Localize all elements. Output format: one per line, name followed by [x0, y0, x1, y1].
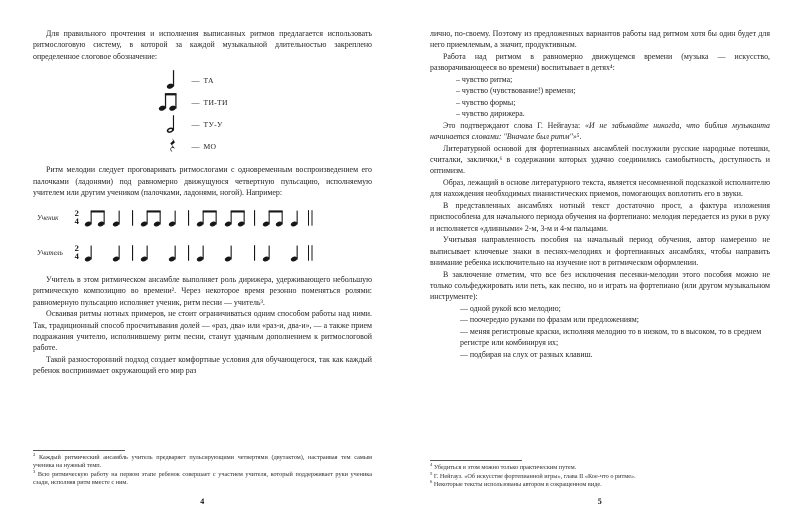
- staff-notes-student: [82, 205, 372, 231]
- time-signature-denominator: 4: [74, 215, 79, 226]
- footnote: [430, 481, 770, 490]
- legend-dash: —: [191, 119, 200, 129]
- footnote: [33, 451, 372, 471]
- rhythm-staff-student: [37, 205, 372, 231]
- quote-suffix: ⁵.: [576, 132, 582, 142]
- paragraph: Ритм мелодии следует проговаривать ритмослогами с одновременным воспроизведением его палочками (ладонями) под равномерно движущуюся четвертную пульсацию, исполняемую учителем или другим учеником (палочками, ладонями, ногой). Например:: [33, 165, 372, 198]
- footnote-text: Г. Нейгауз. «Об искусстве фортепианной игры», глава II «Кое-что о ритме».: [433, 472, 636, 480]
- footnote-marker: 5: [430, 470, 433, 476]
- rhythm-staff-teacher: [37, 240, 372, 266]
- list-item: — одной рукой всю мелодию;: [460, 303, 561, 313]
- footnote-text: Убедиться в этом можно только практическим путем.: [433, 464, 577, 472]
- paragraph: Для правильного прочтения и исполнения выписанных ритмов предлагается использовать ритмослоговую систему, в которой за каждой музыкальной длительностью закреплено определенное слоговое обозначение:: [33, 29, 372, 61]
- list-item: – чувство дирижера.: [456, 109, 525, 119]
- footnote-separator: [430, 460, 522, 461]
- quote-paragraph: [430, 120, 770, 143]
- paragraph: Учитель в этом ритмическом ансамбле выполняет роль дирижера, удерживающего небольшую ритмическую композицию во времени². Через некоторое время резонно поменяться ролями: равномерную пульсацию исполняет ученик, ритм песни — учитель³.: [33, 274, 372, 307]
- time-signature-numerator: 2: [74, 208, 79, 219]
- paragraph: Такой разносторонний подход создает комфортные условия для обучающегося, так как каждый ребенок воспринимает окружающий его мир раз: [33, 354, 372, 376]
- legend-dash: —: [191, 75, 200, 85]
- quarter-rest-icon: [128, 135, 188, 157]
- time-signature-denominator: 4: [74, 250, 79, 261]
- two-eighth-notes-beamed-icon: [128, 91, 188, 113]
- legend-syllable: ТИ-ТИ: [203, 97, 228, 107]
- footnotes-left: [33, 450, 372, 488]
- paragraph-continuation: лично, по-своему. Поэтому из предложенных вариантов работы над ритмом хотя бы один будет для него приемлемым, а значит, продуктивным.: [430, 29, 770, 50]
- time-signature-numerator: 2: [74, 243, 79, 254]
- legend-syllable: ТУ-У: [203, 119, 223, 129]
- legend-dash: —: [191, 97, 200, 107]
- paragraph: Литературной основой для фортепианных ансамблей послужили русские народные потешки, считалки, заклички,⁶ в содержании которых удачно соединились самобытность, доступность и оптимизм.: [430, 143, 770, 176]
- footnote-marker: 3: [33, 468, 36, 474]
- list-item: — меняя регистровые краски, исполняя мелодию то в низком, то в высоком, то в среднем регистре или комбинируя их;: [460, 326, 762, 348]
- footnote-text: Каждый ритмический ансамбль учитель предваряет пульсирующими четвертями (двутактом), настраивая тем самым ученика на нужный темп.: [33, 453, 372, 470]
- quarter-note-icon: [128, 69, 188, 91]
- legend-row: [128, 135, 278, 157]
- rhythm-example: [33, 205, 372, 266]
- paragraph: Образ, лежащий в основе литературного текста, является несомненной подсказкой исполнителю для нахождения необходимых пианистических приемов, помогающих воплотить его в звуки.: [430, 177, 770, 199]
- page-right: [400, 0, 800, 520]
- legend-syllable: ТА: [203, 75, 214, 85]
- footnote-marker: 6: [430, 479, 433, 485]
- legend-dash: —: [191, 141, 200, 151]
- paragraph: В заключение отметим, что все без исключения песенки-мелодии этого пособия можно не только сольфеджировать или петь, как песню, но и играть на фортепиано (или другом музыкальном инструменте):: [430, 269, 770, 302]
- half-note-icon: [128, 113, 188, 135]
- list-item: – чувство (чувствование!) времени;: [456, 86, 576, 96]
- page-number-right: 5: [597, 497, 603, 506]
- time-signature: [72, 210, 83, 225]
- staff-label: Ученик: [37, 213, 59, 222]
- paragraph: Работа над ритмом в равномерно движущемся времени (музыка — искусство, разворачивающееся во времени) воспитывает в детях⁴:: [430, 51, 770, 73]
- feelings-list: [430, 74, 770, 120]
- legend-row: [128, 91, 278, 113]
- legend-row: [128, 69, 278, 91]
- legend-row: [128, 113, 278, 135]
- list-item: – чувство формы;: [456, 97, 516, 107]
- page-spacer: [430, 360, 770, 456]
- footnote-marker: 4: [430, 462, 433, 468]
- footnote-marker: 2: [33, 451, 36, 457]
- legend-syllable: МО: [203, 141, 217, 151]
- time-signature: [72, 245, 83, 260]
- footnote: [430, 464, 770, 473]
- footnote-separator: [33, 450, 125, 451]
- paragraph: Осваивая ритмы нотных примеров, не стоит ограничиваться одним способом работы над ними. Так, традиционный способ просчитывания долей — «раз, два» или «раз-и, два-и», — а также прием подражания учителю, исполнившему ритм песни, станут удачным дополнением к ритмослоговой работе.: [33, 309, 372, 353]
- rhythm-syllable-legend: [33, 69, 372, 157]
- staff-label: Учитель: [37, 248, 63, 257]
- staff-notes-teacher: [82, 240, 372, 266]
- list-item: — подбирая на слух от разных клавиш.: [460, 349, 593, 359]
- quote-prefix: Это подтверждают слова Г. Нейгауза:: [443, 120, 585, 130]
- footnote-text: Всю ритмическую работу на первом этапе ребенок совершает с участием учителя, который поддерживает руки ученика сзади, исполняя ритм вместе с ним.: [33, 470, 373, 487]
- quote-text: «И не забывайте никогда, что библия музыканта начинается словами: "Вначале был ритм"»: [430, 120, 770, 142]
- list-item: — поочередно руками по фразам или предложениям;: [460, 315, 639, 325]
- paragraph: Учитывая направленность пособия на начальный период обучения, автор намеренно не выписывает ключевые знаки в песнях-мелодиях и фортепианных ансамблях, чтобы направить внимание ребенка исключительно на изучение нот в ритмическом оформлении.: [430, 235, 770, 268]
- footnote: [33, 468, 373, 488]
- footnote-text: Некоторые тексты использованы автором в сокращенном виде.: [433, 481, 602, 489]
- playing-methods-list: [430, 303, 770, 360]
- page-number-left: 4: [200, 497, 205, 506]
- footnotes-right: [430, 460, 770, 490]
- page-spacer: [33, 377, 372, 446]
- paragraph: В представленных ансамблях нотный текст достаточно прост, а фактура изложения приспособлена для начального периода обучения на фортепиано: мелодия передается из руки в руку и исполняется «длинными» 2-м, 3-м и 4-м пальцами.: [430, 200, 770, 233]
- list-item: – чувство ритма;: [456, 74, 513, 84]
